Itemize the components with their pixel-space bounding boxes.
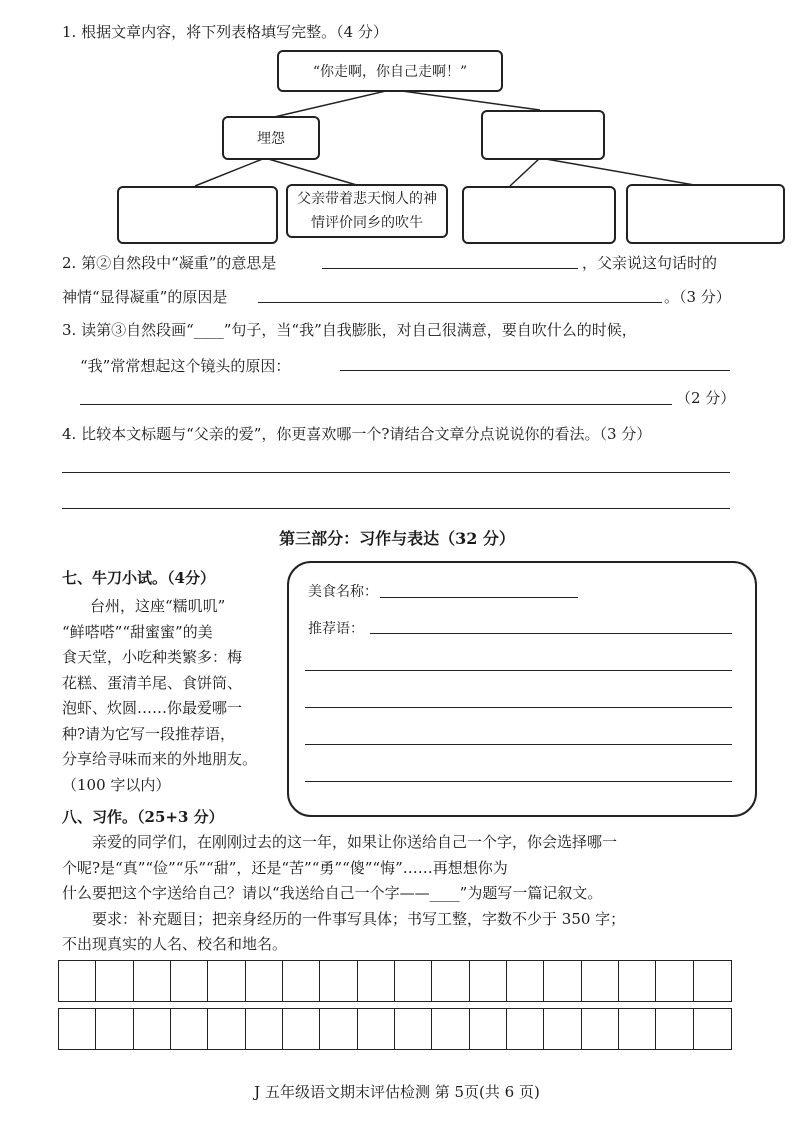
q4-answer-line-1[interactable] [62, 472, 730, 473]
q1-bottom-text-box: 父亲带着悲天悯人的神情评价同乡的吹牛 [286, 184, 448, 238]
q7-body-line: 分享给寻味而来的外地朋友。 [62, 750, 258, 768]
q2-line1-text: 2. 第②自然段中“凝重”的意思是 [62, 254, 277, 272]
recommend-line-1[interactable] [370, 633, 732, 634]
q7-body-line: 食天堂，小吃种类繁多：梅 [62, 648, 243, 666]
q7-body-line: 泡虾、炊圆……你最爱哪一 [62, 699, 243, 717]
q1-prompt: 1. 根据文章内容，将下列表格填写完整。（4 分） [62, 23, 388, 41]
q8-body-line: 不出现真实的人名、校名和地名。 [62, 935, 288, 953]
recommend-line-2[interactable] [305, 670, 732, 671]
part3-title: 第三部分：习作与表达（32 分） [279, 529, 515, 548]
writing-grid-row-2[interactable] [58, 1008, 732, 1050]
q4-prompt: 4. 比较本文标题与“父亲的爱”，你更喜欢哪一个?请结合文章分点说说你的看法。（3 分） [62, 425, 652, 443]
q2-line1-text-b: ，父亲说这句话时的 [582, 254, 718, 272]
q7-body-line: 种?请为它写一段推荐语， [62, 724, 236, 743]
q1-top-box: “你走啊，你自己走啊！” [277, 50, 503, 92]
q7-body-line: 花糕、蛋清羊尾、食饼筒、 [62, 673, 243, 692]
q4-answer-line-2[interactable] [62, 508, 730, 509]
q7-body-line: 台州，这座“糯叽叽” [90, 597, 226, 615]
q8-body-line: 什么要把这个字送给自己？请以“我送给自己一个字——____”为题写一篇记叙文。 [62, 884, 603, 902]
q1-left-box: 埋怨 [222, 116, 320, 160]
q8-heading: 八、习作。（25+3 分） [62, 808, 224, 826]
q3-answer-line-2[interactable] [80, 404, 672, 405]
q3-line2: “我”常常想起这个镜头的原因： [80, 357, 291, 375]
q2-score: 。（3 分） [664, 288, 731, 306]
q8-body-line: 个呢?是“真”“俭”“乐”“甜”，还是“苦”“勇”“傻”“悔”……再想想你为 [62, 858, 508, 877]
q7-body-line: （100 字以内） [62, 775, 171, 794]
recommend-line-3[interactable] [305, 707, 732, 708]
q1-blank-box-4[interactable] [626, 184, 785, 244]
page-footer: J 五年级语文期末评估检测 第 5页(共 6 页) [254, 1083, 540, 1101]
q7-body-line: “鲜嗒嗒”“甜蜜蜜”的美 [62, 622, 213, 641]
q8-body-line: 亲爱的同学们，在刚刚过去的这一年，如果让你送给自己一个字，你会选择哪一 [92, 833, 618, 851]
q7-body [62, 594, 282, 798]
writing-grid-row-1[interactable] [58, 960, 732, 1002]
q1-right-blank-box[interactable] [481, 110, 605, 160]
q8-body [62, 830, 742, 958]
food-name-input-line[interactable] [380, 597, 578, 598]
recommend-label: 推荐语： [308, 621, 364, 637]
recommend-line-5[interactable] [305, 781, 732, 782]
q7-heading: 七、牛刀小试。（4分） [62, 569, 215, 587]
q3-line1: 3. 读第③自然段画“____”句子，当“我”自我膨胀，对自己很满意，要自吹什么的时候， [62, 321, 637, 339]
q3-answer-line-1[interactable] [340, 370, 730, 371]
q8-body-line: 要求：补充题目；把亲身经历的一件事写具体；书写工整，字数不少于 350 字； [92, 909, 626, 928]
q2-answer-line-2[interactable] [258, 302, 662, 303]
q3-score: （2 分） [676, 389, 736, 407]
q2-line2-text: 神情“显得凝重”的原因是 [62, 288, 228, 306]
q2-answer-line-1[interactable] [322, 268, 578, 269]
q1-blank-box-3[interactable] [462, 186, 616, 244]
recommend-line-4[interactable] [305, 744, 732, 745]
q1-blank-box-1[interactable] [117, 186, 278, 244]
food-name-label: 美食名称： [308, 584, 378, 600]
